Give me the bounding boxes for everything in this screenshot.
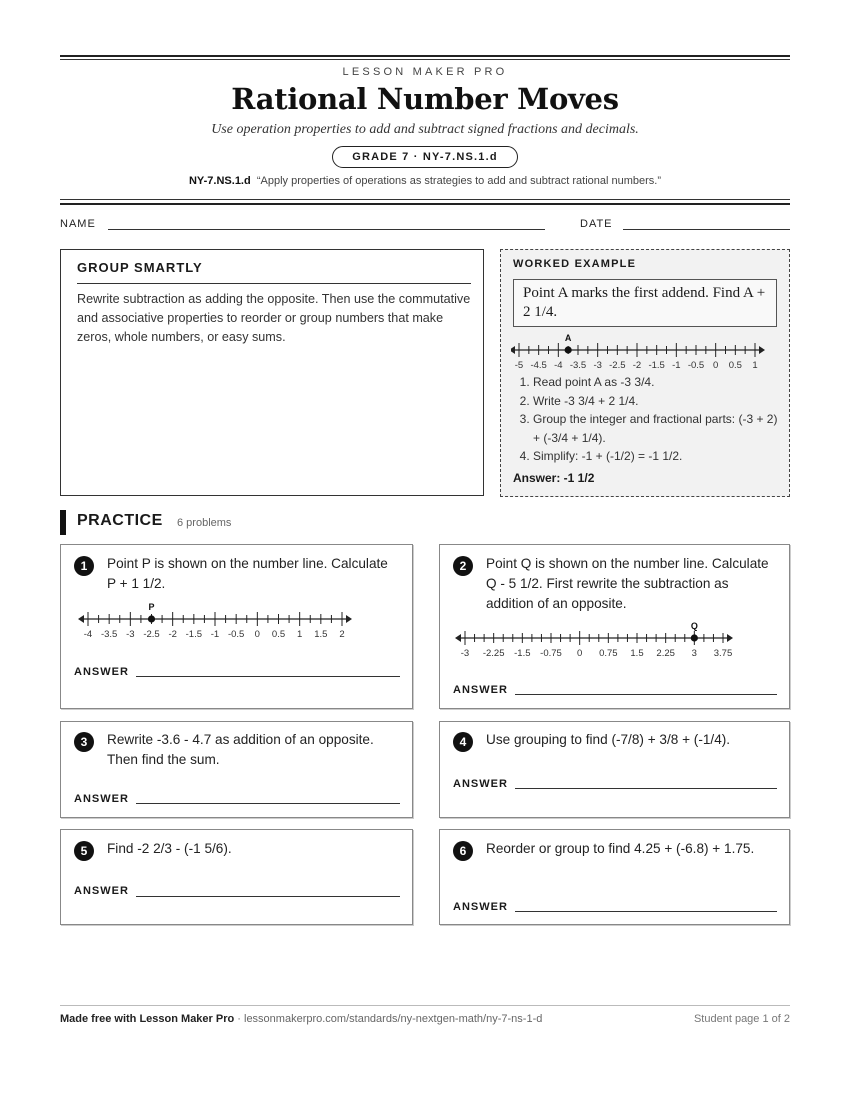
problem-number: 6 bbox=[453, 841, 473, 861]
tick-label: 0.5 bbox=[271, 629, 286, 640]
answer-field[interactable] bbox=[136, 676, 400, 677]
step-item: 3. Group the integer and fractional parts: (-3 + 2) + (-3/4 + 1/4). bbox=[533, 410, 783, 447]
arrow-left-icon bbox=[455, 634, 461, 642]
tick-label: 1 bbox=[297, 629, 303, 640]
top-rule-thin bbox=[60, 59, 790, 60]
arrow-right-icon bbox=[727, 634, 733, 642]
worked-example-box bbox=[500, 249, 790, 497]
tick-label: 0 bbox=[577, 648, 583, 659]
worked-example-steps bbox=[513, 373, 783, 466]
problem-card-1 bbox=[60, 544, 413, 709]
group-smartly-heading: GROUP SMARTLY bbox=[77, 260, 203, 275]
problem-text: Reorder or group to find 4.25 + (-6.8) + 1.75. bbox=[486, 841, 755, 856]
footer-url[interactable]: · lessonmakerpro.com/standards/ny-nextgen-math/ny-7-ns-1-d bbox=[234, 1013, 543, 1025]
answer-field[interactable] bbox=[515, 788, 777, 789]
tick-label: -3 bbox=[460, 648, 470, 659]
tick-label: 1.5 bbox=[630, 648, 644, 659]
problem-card-3 bbox=[60, 721, 413, 818]
tick-label: -2 bbox=[168, 629, 177, 640]
tick-label: -1.5 bbox=[185, 629, 203, 640]
worked-example-number-line bbox=[511, 330, 771, 372]
tick-label: 2 bbox=[339, 629, 345, 640]
header-rule-thick bbox=[60, 203, 790, 205]
answer-label: ANSWER bbox=[453, 901, 508, 913]
point-marker bbox=[565, 346, 572, 353]
arrow-right-icon bbox=[346, 615, 352, 623]
answer-field[interactable] bbox=[515, 911, 777, 912]
answer-label: ANSWER bbox=[74, 793, 129, 805]
problem-card-4 bbox=[439, 721, 790, 818]
footer-made-with: Made free with Lesson Maker Pro bbox=[60, 1013, 235, 1025]
problem-card-2 bbox=[439, 544, 790, 709]
top-rule bbox=[60, 55, 790, 57]
point-label: P bbox=[148, 602, 155, 612]
worked-example-prompt: Point A marks the first addend. Find A + 2 1/4. bbox=[513, 279, 777, 327]
point-label: Q bbox=[690, 621, 698, 631]
tick-label: -1 bbox=[210, 629, 220, 640]
worked-example-answer: Answer: -1 1/2 bbox=[513, 471, 595, 485]
problem-text: Point P is shown on the number line. Calculate P + 1 1/2. bbox=[107, 556, 388, 591]
tick-label: -2 bbox=[632, 360, 642, 371]
answer-field[interactable] bbox=[515, 694, 777, 695]
practice-heading: PRACTICE bbox=[77, 512, 163, 529]
problem-card-5 bbox=[60, 829, 413, 925]
arrow-left-icon bbox=[511, 346, 515, 354]
tick-label: 3 bbox=[691, 648, 697, 659]
arrow-left-icon bbox=[78, 615, 84, 623]
tick-label: -3 bbox=[593, 360, 602, 371]
page-title: Rational Number Moves bbox=[231, 82, 619, 116]
tick-label: 0.75 bbox=[599, 648, 618, 659]
tick-label: 0.5 bbox=[728, 360, 742, 371]
tick-label: -3.5 bbox=[100, 629, 118, 640]
tick-label: -1 bbox=[672, 360, 681, 371]
tick-label: 3.75 bbox=[713, 648, 733, 659]
problem-1-number-line bbox=[75, 595, 365, 643]
header-rule bbox=[60, 199, 790, 200]
name-field[interactable] bbox=[108, 229, 545, 230]
answer-label: ANSWER bbox=[74, 885, 129, 897]
answer-label: ANSWER bbox=[453, 684, 508, 696]
problem-text: Find -2 2/3 - (-1 5/6). bbox=[107, 841, 232, 856]
tick-label: -3 bbox=[126, 629, 135, 640]
tick-label: 1 bbox=[752, 360, 758, 371]
date-label: DATE bbox=[580, 218, 613, 230]
tick-label: -2.5 bbox=[143, 629, 160, 640]
worked-example-heading: WORKED EXAMPLE bbox=[513, 258, 637, 270]
answer-field[interactable] bbox=[136, 803, 400, 804]
tick-label: -1.5 bbox=[514, 648, 531, 659]
answer-label: ANSWER bbox=[74, 666, 129, 678]
tick-label: -4 bbox=[554, 360, 563, 371]
step-item: 2. Write -3 3/4 + 2 1/4. bbox=[533, 392, 783, 411]
practice-marker bbox=[60, 510, 66, 535]
group-smartly-box bbox=[60, 249, 484, 496]
problem-2-number-line bbox=[452, 616, 742, 662]
tick-label: -5 bbox=[514, 360, 524, 371]
group-smartly-text: Rewrite subtraction as adding the opposite. Then use the commutative and associative properties to reorder or group numbers that make zeros, whole numbers, or easy sums. bbox=[77, 292, 471, 344]
step-item: 1. Read point A as -3 3/4. bbox=[533, 373, 783, 392]
problem-card-6 bbox=[439, 829, 790, 925]
tick-label: -4.5 bbox=[530, 360, 547, 371]
tick-label: -4 bbox=[83, 629, 93, 640]
tick-label: -2.5 bbox=[609, 360, 626, 371]
arrow-right-icon bbox=[759, 346, 765, 354]
point-marker bbox=[148, 615, 155, 622]
brand-name: LESSON MAKER PRO bbox=[342, 66, 508, 78]
problem-number: 5 bbox=[74, 841, 94, 861]
tick-label: -2.25 bbox=[482, 648, 505, 659]
problem-text: Point Q is shown on the number line. Calculate Q - 5 1/2. First rewrite the subtraction as addition of an opposite. bbox=[486, 556, 769, 611]
point-marker bbox=[691, 634, 698, 641]
page-subtitle: Use operation properties to add and subtract signed fractions and decimals. bbox=[211, 122, 639, 137]
practice-count: 6 problems bbox=[177, 517, 232, 529]
step-item: 4. Simplify: -1 + (-1/2) = -1 1/2. bbox=[533, 447, 783, 466]
date-field[interactable] bbox=[623, 229, 790, 230]
tick-label: -0.5 bbox=[687, 360, 705, 371]
problem-number: 3 bbox=[74, 732, 94, 752]
standard-code: NY-7.NS.1.d bbox=[188, 175, 251, 187]
answer-label: ANSWER bbox=[453, 778, 508, 790]
problem-text: Use grouping to find (-7/8) + 3/8 + (-1/4). bbox=[486, 732, 731, 747]
footer-rule bbox=[60, 1005, 790, 1006]
problem-number: 1 bbox=[74, 556, 94, 576]
point-label: A bbox=[564, 333, 572, 343]
tick-label: -0.75 bbox=[540, 648, 562, 659]
tick-label: 0 bbox=[254, 629, 260, 640]
problem-number: 4 bbox=[453, 732, 473, 752]
tick-label: 0 bbox=[713, 360, 719, 371]
footer-credit bbox=[60, 1013, 542, 1025]
problem-text: Rewrite -3.6 - 4.7 as addition of an opposite. Then find the sum. bbox=[107, 732, 374, 767]
answer-field[interactable] bbox=[136, 896, 400, 897]
standard-text: “Apply properties of operations as strategies to add and subtract rational numbers.” bbox=[256, 175, 662, 187]
problem-number: 2 bbox=[453, 556, 473, 576]
grade-badge: GRADE 7 · NY-7.NS.1.d bbox=[332, 146, 518, 168]
tick-label: 2.25 bbox=[656, 648, 675, 659]
name-label: NAME bbox=[60, 218, 96, 230]
tick-label: -3.5 bbox=[569, 360, 587, 371]
group-smartly-rule bbox=[77, 283, 471, 284]
tick-label: -1.5 bbox=[648, 360, 665, 371]
tick-label: -0.5 bbox=[227, 629, 245, 640]
footer-page: Student page 1 of 2 bbox=[693, 1013, 790, 1025]
standard-line bbox=[0, 175, 850, 187]
tick-label: 1.5 bbox=[314, 629, 328, 640]
